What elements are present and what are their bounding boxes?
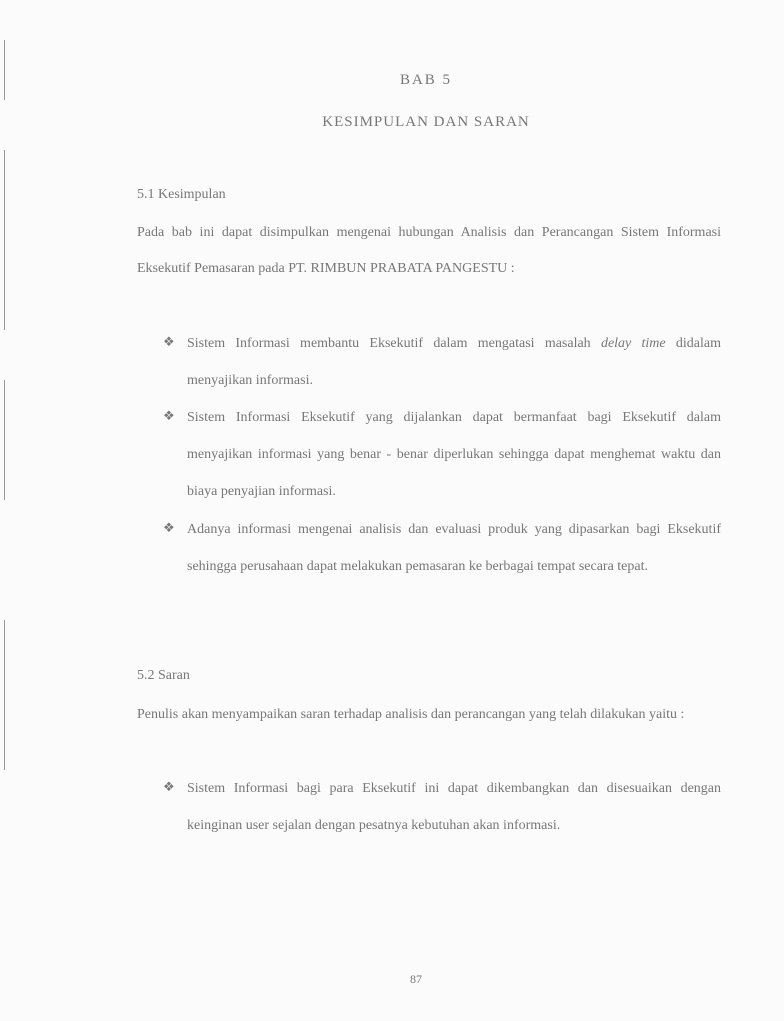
bullet-diamond-icon: ❖ [163, 520, 175, 535]
scan-edge-line [4, 40, 5, 100]
scan-edge-line [4, 380, 5, 500]
chapter-title: KESIMPULAN DAN SARAN [322, 114, 530, 130]
list-item [187, 325, 721, 399]
list-item-emphasis: delay time [600, 336, 666, 351]
list-item: Sistem Informasi Eksekutif yang dijalankan dapat bermanfaat bagi Eksekutif dalam menyajikan informasi yang benar - benar diperlukan sehingga dapat menghemat waktu dan biaya penyajian informasi. [187, 410, 721, 499]
section-intro-kesimpulan: Pada bab ini dapat disimpulkan mengenai hubungan Analisis dan Perancangan Sistem Informasi Eksekutif Pemasaran pada PT. RIMBUN PRABATA PANGESTU : [137, 225, 721, 276]
list-item-text: Sistem Informasi membantu Eksekutif dalam mengatasi masalah [187, 336, 601, 351]
bullet-diamond-icon: ❖ [163, 408, 175, 423]
list-item-text: didalam menyajikan informasi. [187, 336, 721, 388]
list-item: Sistem Informasi bagi para Eksekutif ini dapat dikembangkan dan disesuaikan dengan keinginan user sejalan dengan pesatnya kebutuhan akan informasi. [187, 781, 721, 833]
scan-edge-line [4, 620, 5, 770]
list-item: Adanya informasi mengenai analisis dan evaluasi produk yang dipasarkan bagi Eksekutif sehingga perusahaan dapat melakukan pemasaran ke berbagai tempat secara tepat. [187, 522, 721, 574]
bullet-diamond-icon: ❖ [163, 334, 175, 349]
section-intro-saran: Penulis akan menyampaikan saran terhadap analisis dan perancangan yang telah dilakukan yaitu : [137, 707, 685, 722]
chapter-label: BAB 5 [399, 72, 453, 88]
section-heading-saran: 5.2 Saran [137, 668, 190, 683]
bullet-diamond-icon: ❖ [163, 779, 175, 794]
page-number: 87 [410, 972, 422, 986]
section-heading-kesimpulan: 5.1 Kesimpulan [137, 187, 226, 202]
scan-edge-line [4, 150, 5, 330]
